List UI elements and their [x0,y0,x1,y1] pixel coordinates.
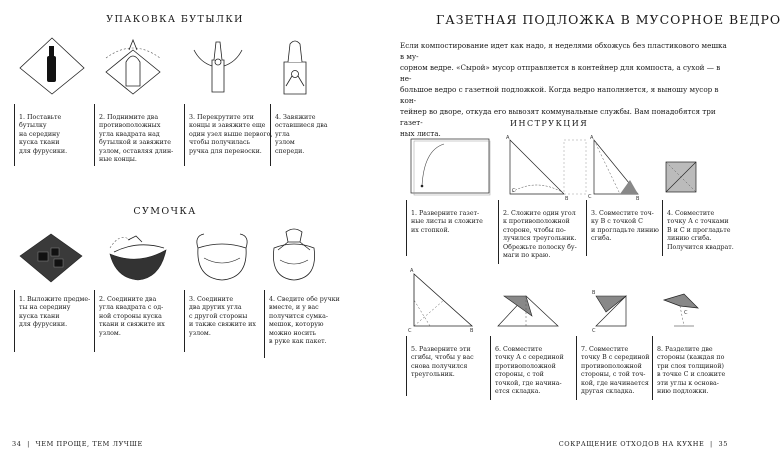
divider [406,336,407,396]
step-number: 1. [411,210,418,217]
fold-step-6-caption [495,346,579,396]
svg-text:B: B [592,290,596,296]
fold-step-5-illustration [408,268,480,334]
svg-text:C: C [592,328,596,334]
svg-text:C: C [684,310,688,316]
divider [94,290,95,352]
page-number: 35 [718,440,728,448]
svg-text:A: A [410,268,414,274]
bottle-step-4-caption [275,114,345,156]
step-number: 7. [581,346,588,353]
bottle-step-2-caption [99,114,184,164]
label-c: C [512,188,516,194]
step-number: 2. [99,296,106,303]
divider [498,200,499,264]
bottle-step-1-caption [19,114,89,156]
step-text: Совместите точку А с серединой противоположной стороны, с той точкой, где начина- ется складка. [495,346,564,396]
divider [270,104,271,166]
bottle-step-2-illustration [98,36,168,96]
step-text: Соедините два угла квадрата с од- ной стороны куска ткани и свяжите их узлом. [99,296,165,337]
divider [264,290,265,358]
right-page [370,0,781,468]
fold-step-5-caption [411,346,491,380]
step-number: 1. [19,296,26,303]
divider [652,336,653,400]
fold-step-7-illustration [592,288,632,334]
bag-step-3-caption [189,296,269,338]
step-number: 6. [495,346,502,353]
bag-step-4-illustration [264,226,324,284]
left-footer: 34 | ЧЕМ ПРОЩЕ, ТЕМ ЛУЧШЕ [12,440,143,448]
page-title: ГАЗЕТНАЯ ПОДЛОЖКА В МУСОРНОЕ ВЕДРО [436,12,781,27]
step-text: Совместите точ- ку В с точкой С и прогладьте линию сгиба. [591,210,659,243]
fold-step-3-caption [591,210,674,244]
bag-step-1-caption [19,296,91,330]
fold-step-3-illustration [588,135,646,202]
fold-step-2-illustration [506,135,588,202]
step-text: Перекрутите эти концы и завяжите еще один узел выше первого, чтобы получилась ручка для переноски. [189,114,273,155]
divider [184,290,185,352]
step-text: Сложите один угол к противоположной стороне, чтобы по- лучился треугольник. Обрежьте полоску бу- маги по краю. [503,210,577,260]
running-title: ЧЕМ ПРОЩЕ, ТЕМ ЛУЧШЕ [35,440,143,448]
bag-step-2-illustration [100,226,176,284]
step-text: Завяжите оставшиеся два угла узлом спереди. [275,114,328,155]
bag-step-3-illustration [190,228,254,284]
bottle-step-3-caption [189,114,274,156]
bag-step-4-caption [269,296,354,346]
fold-step-1-illustration [410,138,490,196]
step-number: 8. [657,346,664,353]
step-number: 3. [591,210,598,217]
step-text: Соедините два других угла с другой стороны и также свяжите их узлом. [189,296,256,337]
step-number: 2. [503,210,510,217]
step-text: Поднимите два противоположных угла квадрата над бутылкой и завяжите узлом, оставляя длин- ные концы. [99,114,174,164]
step-number: 1. [19,114,26,121]
bag-section-title: СУМОЧКА [133,206,197,217]
right-footer: СОКРАЩЕНИЕ ОТХОДОВ НА КУХНЕ | 35 [558,440,728,448]
divider [184,104,185,166]
label-b: B [565,196,569,202]
bag-step-1-illustration [18,232,84,284]
step-text: Выложите предме- ты на середину куска ткани для фурусики. [19,296,91,329]
fold-step-7-caption [581,346,663,396]
fold-step-8-caption [657,346,737,396]
step-text: Разверните газет- ные листы и сложите их стопкой. [411,210,483,234]
fold-step-1-caption [411,210,495,235]
fold-step-8-illustration [660,290,704,330]
left-page [0,0,370,468]
svg-text:C: C [408,328,412,334]
divider [94,104,95,166]
svg-text:C: C [588,194,592,200]
svg-text:B: B [470,328,474,334]
step-number: 4. [269,296,276,303]
step-text: Поставьте бутылку на середину куска ткани для фурусики. [19,114,68,155]
svg-text:A: A [590,135,594,141]
page-number: 34 [12,440,22,448]
step-number: 4. [667,210,674,217]
bottle-section-title: УПАКОВКА БУТЫЛКИ [106,14,244,25]
divider [576,336,577,400]
instructions-title: ИНСТРУКЦИЯ [510,119,589,128]
bottle-step-1-illustration [18,36,86,96]
step-text: Совместите точку В с серединой противоположной стороны, с той точ- кой, где начинается другая складка. [581,346,650,396]
step-text: Сведите обе ручки вместе, и у вас получится сумка- мешок, которую можно носить в руке как пакет. [269,296,340,346]
step-number: 5. [411,346,418,353]
intro-paragraph: Если компостирование идет как надо, я неделями обхожусь без пластикового мешка в му- сорном ведре. «Сырой» мусор отправляется в контейнер для компоста, а сухой — в не- большое ведро с газетной подложкой. Когда ведро наполняется, я выношу мусор в кон- тейнер во дворе, откуда его вывозят коммунальные службы. Вам понадобятся три газет- ных листа. [400,41,727,138]
step-number: 3. [189,296,196,303]
fold-step-6-illustration [496,290,562,330]
divider [586,200,587,256]
bag-step-2-caption [99,296,181,338]
divider [662,200,663,256]
bottle-step-4-illustration [270,36,320,98]
fold-step-2-caption [503,210,587,260]
step-number: 3. [189,114,196,121]
divider [14,290,15,352]
label-a: A [506,135,510,141]
divider [406,200,407,256]
step-text: Совместите точку А с точками В и С и прогладьте линию сгиба. Получится квадрат. [667,210,734,251]
fold-step-4-illustration [664,160,700,196]
step-number: 4. [275,114,282,121]
divider [14,104,15,166]
bottle-step-3-illustration [188,36,248,96]
divider [490,336,491,400]
running-title: СОКРАЩЕНИЕ ОТХОДОВ НА КУХНЕ [558,440,705,448]
fold-step-4-caption [667,210,739,252]
step-number: 2. [99,114,106,121]
svg-text:B: B [636,196,640,202]
step-text: Разверните эти сгибы, чтобы у вас снова получился треугольник. [411,346,474,379]
step-text: Разделите две стороны (каждая по три слоя толщиной) в точке С и сложите эти углы к основа- нию подложки. [657,346,726,396]
